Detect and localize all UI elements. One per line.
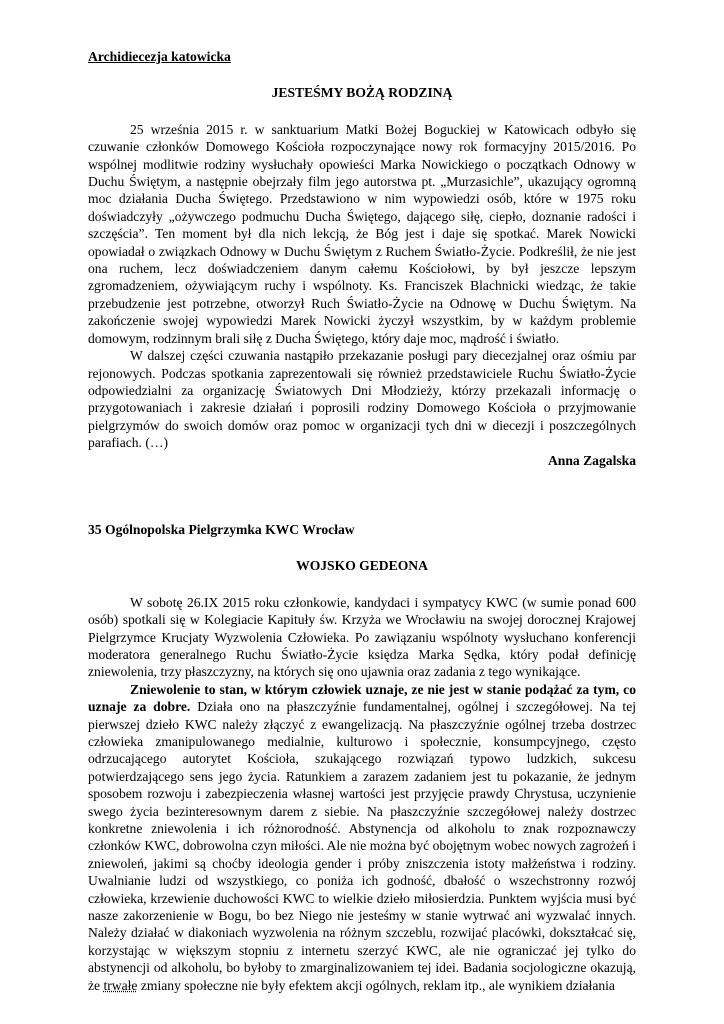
article1-title: JESTEŚMY BOŻĄ RODZINĄ	[271, 85, 453, 101]
article1-author: Anna Zagalska	[547, 452, 636, 468]
article2-header: 35 Ogólnopolska Pielgrzymka KWC Wrocław	[88, 521, 355, 537]
article2-definition: Zniewolenie to stan, w którym człowiek uznaje, ze nie jest w stanie podążać za tym, co uznaje za dobre.	[88, 681, 636, 715]
article1-header: Archidiecezja katowicka	[88, 49, 231, 64]
article2-paragraph-1: W sobotę 26.IX 2015 roku członkowie, kandydaci i sympatycy KWC (w sumie ponad 600 osób) spotkali się w Kolegiacie Kapituły św. Krzyża we Wrocławiu na swojej dorocznej Krajowej Pielgrzymce Krucjaty Wyzwolenia Człowieka. Po zawiązaniu wspólnoty wysłuchano konferencji moderatora generalnego Ruchu Światło-Życie księdza Marka Sędka, który podał definicję zniewolenia, trzy płaszczyzny, na których się ono ujawnia oraz zadania z tego wynikające.	[88, 594, 636, 680]
article2-paragraph-2-tail: zmiany społeczne nie były efektem akcji ogólnych, reklam itp., ale wynikiem działania	[137, 977, 615, 993]
article2-paragraph-2-body: Działa ono na płaszczyźnie fundamentalnej, ogólnej i szczegółowej. Na tej pierwszej dzieło KWC należy złączyć z ewangelizacją. Na płaszczyźnie ogólnej trzeba dostrzec człowieka zmanipulowanego medialnie, kulturowo i społecznie, konsumpcyjnego, często odrzucającego autorytet Kościoła, szukającego rozwiązań typowo ludzkich, sukcesu potwierdzającego sens jego życia. Ratunkiem a zarazem zadaniem jest tu pokazanie, że jednym sposobem rozwoju i zabezpieczenia własnej wartości jest przyjęcie prawdy Chrystusa, uczynienie swego życia bezinteresownym darem z siebie. Na płaszczyźnie szczegółowej należy dostrzec konkretne zniewolenia i ich różnorodność. Abstynencja od alkoholu to znak rozpoznawczy członków KWC, dobrowolna czyn miłości. Ale nie można być obojętnym wobec nowych zagrożeń i zniewoleń, jakimi są choćby ideologia gender i próby zniszczenia istoty małżeństwa i rodziny. Uwalnianie ludzi od wszystkiego, co poniża ich godność, dbałość o wszechstronny rozwój człowieka, krzewienie duchowości KWC to wielkie dzieło miłosierdzia. Punktem wyjścia musi być nasze zakorzenienie w Bogu, bo bez Niego nie jesteśmy w stanie wytrwać ani wyzwalać innych. Należy działać w diakoniach wyzwolenia na różnym szczeblu, rozwijać placówki, dokształcać się, korzystając w większym stopniu z internetu szerzyć KWC, ale nie ograniczać jej tylko do abstynencji od alkoholu, bo byłoby to zmarginalizowaniem tej idei. Badania socjologiczne okazują, że	[88, 699, 637, 993]
article2-title: WOJSKO GEDEONA	[296, 558, 428, 574]
article1-paragraph-2: W dalszej części czuwania nastąpiło przekazanie posługi pary diecezjalnej oraz ośmiu par rejonowych. Podczas spotkania zaprezentowali się również przedstawiciele Ruchu Światło-Życie odpowiedzialni za organizację Światowych Dni Młodzieży, którzy przekazali informację o przygotowaniach i zakresie działań i poprosili rodziny Domowego Kościoła o przyjmowanie pielgrzymów do swoich domów oraz pomoc w organizacji tych dni w diecezji i poszczególnych parafiach. (…)	[88, 348, 636, 451]
document-page	[88, 48, 636, 994]
article2-underlined-word: trwałe	[103, 977, 138, 993]
article2-paragraph-2	[88, 681, 636, 994]
article1-paragraph-1: 25 września 2015 r. w sanktuarium Matki Bożej Boguckiej w Katowicach odbyło się czuwanie członków Domowego Kościoła rozpoczynające nowy rok formacyjny 2015/2016. Po wspólnej modlitwie rodziny wysłuchały opowieści Marka Nowickiego o początkach Odnowy w Duchu Świętym, a następnie obejrzały film jego autorstwa pt. „Murzasichle”, ukazujący ogromną moc działania Ducha Świętego. Przedstawiono w nim wypowiedzi osób, które w 1975 roku doświadczyły „ożywczego podmuchu Ducha Świętego, dającego siłę, ciepło, doznanie radości i szczęścia”. Ten moment był dla nich lekcją, że Bóg jest i daje się spotkać. Marek Nowicki opowiadał o związkach Odnowy w Duchu Świętym z Ruchem Światło-Życie. Podkreślił, że nie jest ona ruchem, lecz doświadczeniem danym całemu Kościołowi, by był jeszcze lepszym zgromadzeniem, ożywiającym ruchy i wspólnoty. Ks. Franciszek Blachnicki wiedząc, że takie przebudzenie jest potrzebne, otworzył Ruch Światło-Życie na Odnowę w Duchu Świętym. Na zakończenie swojej wypowiedzi Marek Nowicki życzył wszystkim, by w każdym problemie domowym, rodzinnym brali siłę z Ducha Świętego, który daje moc, mądrość i światło.	[88, 121, 636, 346]
